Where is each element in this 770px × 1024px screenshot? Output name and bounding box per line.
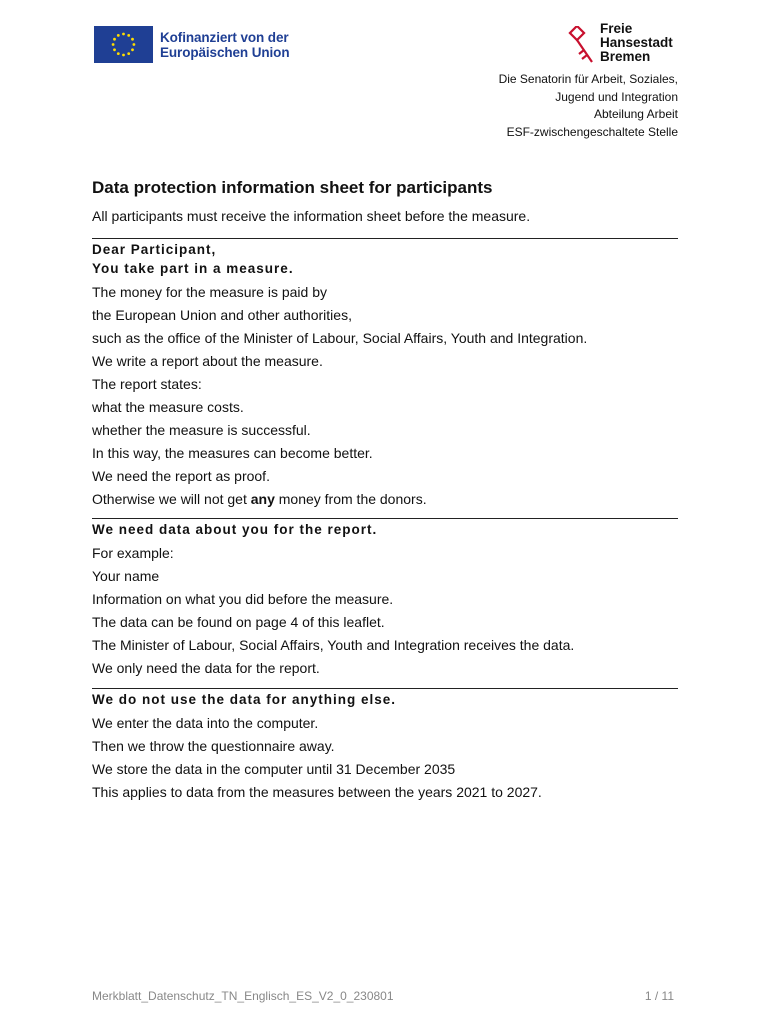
- emphasis-word: any: [250, 491, 275, 507]
- paragraph-line: Your name: [92, 568, 160, 584]
- paragraph-line: what the measure costs.: [92, 399, 244, 415]
- address-line: Jugend und Integration: [555, 89, 678, 104]
- paragraph-line: Then we throw the questionnaire away.: [92, 738, 335, 754]
- paragraph-line: the European Union and other authorities,: [92, 307, 352, 323]
- section-heading: We do not use the data for anything else.: [92, 692, 397, 707]
- address-line: Abteilung Arbeit: [593, 107, 678, 121]
- address-line: ESF-zwischengeschaltete Stelle: [506, 124, 678, 139]
- sender-address: [499, 71, 678, 141]
- section-participant: [92, 238, 678, 511]
- line-suffix: money from the donors.: [274, 491, 427, 507]
- paragraph-line: We enter the data into the computer.: [92, 715, 319, 731]
- paragraph-line: The data can be found on page 4 of this leaflet.: [92, 614, 385, 630]
- paragraph-line: We store the data in the computer until 31 December 2035: [92, 761, 456, 777]
- line-prefix: Otherwise we will not get: [92, 491, 251, 507]
- eu-logo-text-line1: Kofinanziert von der: [160, 29, 289, 45]
- paragraph-line: The report states:: [92, 376, 202, 392]
- paragraph-line: For example:: [92, 545, 174, 561]
- eu-flag-icon: [94, 26, 153, 63]
- footer-filename: Merkblatt_Datenschutz_TN_Englisch_ES_V2_0_230801: [92, 989, 394, 1003]
- paragraph-line: The money for the measure is paid by: [92, 284, 328, 300]
- paragraph-line: The Minister of Labour, Social Affairs, Youth and Integration receives the data.: [92, 637, 575, 653]
- paragraph-line: Information on what you did before the measure.: [92, 591, 394, 607]
- eu-logo-text-line2: Europäischen Union: [160, 44, 290, 60]
- paragraph-line: We need the report as proof.: [92, 468, 270, 484]
- eu-cofinanced-logo: [94, 26, 289, 63]
- paragraph-line: such as the office of the Minister of Labour, Social Affairs, Youth and Integration.: [92, 330, 588, 346]
- section-heading: We need data about you for the report.: [92, 522, 378, 537]
- address-line: Die Senatorin für Arbeit, Soziales,: [498, 72, 678, 86]
- paragraph-line: This applies to data from the measures between the years 2021 to 2027.: [92, 784, 542, 800]
- bremen-logo: [566, 22, 673, 66]
- bremen-text-line3: Bremen: [600, 49, 651, 64]
- paragraph-line: We only need the data for the report.: [92, 660, 320, 676]
- section-subheading: You take part in a measure.: [92, 261, 294, 276]
- paragraph-line: whether the measure is successful.: [92, 422, 311, 438]
- page-title: Data protection information sheet for participants: [92, 178, 493, 197]
- paragraph-line: We write a report about the measure.: [92, 353, 323, 369]
- section-data-usage: [92, 688, 678, 804]
- paragraph-line: In this way, the measures can become better.: [92, 445, 373, 461]
- bremen-text-line1: Freie: [600, 21, 633, 36]
- footer-page-number: 1 / 11: [644, 989, 674, 1003]
- bremen-text-line2: Hansestadt: [600, 35, 673, 50]
- section-heading: Dear Participant,: [92, 242, 217, 257]
- bremen-key-icon: [566, 26, 596, 66]
- paragraph-line-emphasis: [92, 488, 678, 511]
- intro-text: All participants must receive the information sheet before the measure.: [92, 208, 531, 224]
- section-data-needed: [92, 518, 678, 680]
